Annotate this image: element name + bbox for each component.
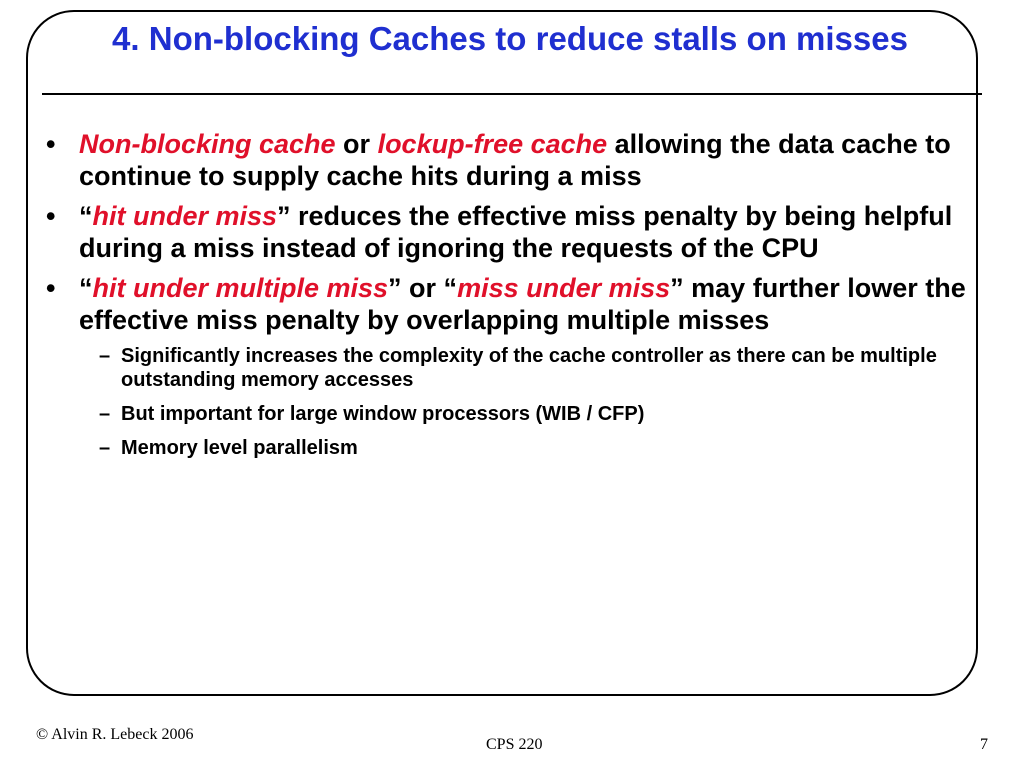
sub-bullet-marker: – [99, 403, 111, 425]
sub-bullet-item [79, 344, 974, 392]
bullet-marker: • [46, 129, 56, 159]
sub-bullet-marker: – [99, 437, 111, 459]
bullet-text: or [335, 129, 378, 159]
bullet-text: ” reduces the effective miss penalty by being helpful during a miss instead of ignoring the requests of the CPU [79, 201, 953, 263]
bullet-text: “ [79, 201, 93, 231]
emphasized-term: miss under miss [457, 273, 671, 303]
footer-page-number: 7 [980, 736, 988, 753]
bullet-list [44, 128, 974, 470]
bullet-item [44, 200, 974, 264]
sub-bullet-item [79, 436, 974, 460]
sub-bullet-text: But important for large window processors (WIB / CFP) [121, 403, 645, 425]
emphasized-term: hit under multiple miss [92, 273, 389, 303]
sub-bullet-marker: – [99, 345, 111, 367]
footer-course: CPS 220 [486, 736, 543, 753]
emphasized-term: lockup-free cache [377, 129, 608, 159]
bullet-item [44, 272, 974, 460]
bullet-text: ” or “ [388, 273, 458, 303]
slide-title: 4. Non-blocking Caches to reduce stalls on misses [112, 20, 908, 57]
sub-bullet-text: Memory level parallelism [121, 437, 358, 459]
title-divider [42, 93, 982, 95]
sub-bullet-list [79, 344, 974, 460]
footer-author: © Alvin R. Lebeck 2006 [36, 726, 194, 743]
bullet-item [44, 128, 974, 192]
sub-bullet-text: Significantly increases the complexity of the cache controller as there can be multiple outstanding memory accesses [121, 345, 937, 391]
bullet-text: ” may further lower the effective miss penalty by overlapping multiple misses [79, 273, 966, 335]
sub-bullet-item [79, 402, 974, 426]
emphasized-term: hit under miss [92, 201, 278, 231]
bullet-text: allowing the data cache to continue to supply cache hits during a miss [79, 129, 951, 191]
bullet-marker: • [46, 273, 56, 303]
bullet-text: “ [79, 273, 93, 303]
bullet-marker: • [46, 201, 56, 231]
emphasized-term: Non-blocking cache [79, 129, 336, 159]
